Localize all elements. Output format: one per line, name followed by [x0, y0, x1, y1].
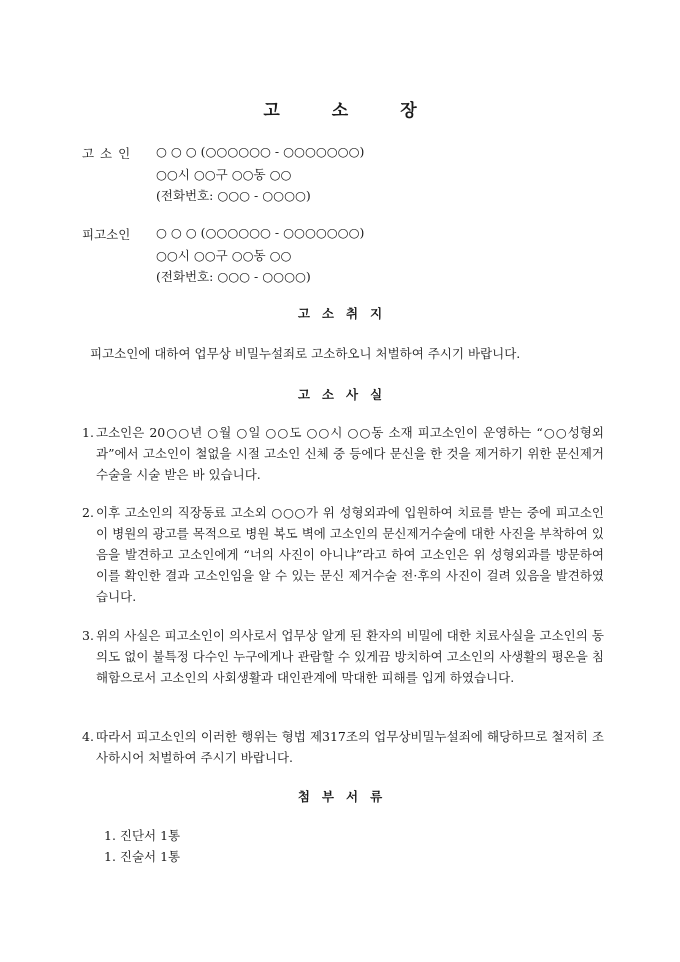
heading-char: 취 — [346, 306, 359, 321]
heading-char: 소 — [321, 306, 334, 321]
heading-char: 서 — [346, 789, 359, 804]
heading-char: 고 — [297, 387, 310, 402]
defendant-name-line: ○ ○ ○ (○○○○○○ - ○○○○○○○) — [156, 225, 365, 240]
fact-text: 이후 고소인의 직장동료 고소외 ○○○가 위 성형외과에 입원하여 치료를 받는 중에 피고소인이 병원의 광고를 목적으로 병원 복도 벽에 고소인의 문신제거수술에 대한 사진을 부착하여 있음을 발견하고 고소인에게 “너의 사진이 아니냐”라고 하여 고소인은 위 성형외과를 방문하여 이를 확인한 결과 고소인임을 알 수 있는 문신 제거수술 전·후의 사진이 걸려 있음을 발견하였습니다. — [96, 505, 604, 604]
facts-heading — [0, 385, 680, 403]
complainant-phone: (전화번호: ○○○ - ○○○○) — [156, 188, 311, 203]
purpose-text: 피고소인에 대하여 업무상 비밀누설죄로 고소하오니 처벌하여 주시기 바랍니다. — [90, 346, 521, 361]
attachment-item: 1. 진단서 1통 — [104, 828, 181, 843]
defendant-phone: (전화번호: ○○○ - ○○○○) — [156, 269, 311, 284]
fact-text: 고소인은 20○○년 ○월 ○일 ○○도 ○○시 ○○동 소재 피고소인이 운영하는 “○○성형외과”에서 고소인이 철없을 시절 고소인 신체 중 등에다 문신을 한 것을 제거하기 위한 문신제거수술을 시술 받은 바 있습니다. — [96, 425, 604, 482]
fact-item — [82, 625, 604, 688]
fact-number: 1. — [82, 425, 94, 440]
title-char: 소 — [331, 101, 349, 121]
fact-text: 위의 사실은 피고소인이 의사로서 업무상 알게 된 환자의 비밀에 대한 치료사실을 고소인의 동의도 없이 불특정 다수인 누구에게나 관람할 수 있게끔 방치하여 고소인의 사생활의 평온을 침해함으로서 고소인의 사회생활과 대인관계에 막대한 피해를 입게 하였습니다. — [96, 628, 604, 685]
complainant-label: 고 소 인 — [82, 146, 132, 161]
heading-char: 류 — [370, 789, 383, 804]
complainant-name-line: ○ ○ ○ (○○○○○○ - ○○○○○○○) — [156, 144, 365, 159]
fact-number: 4. — [82, 729, 94, 744]
heading-char: 지 — [370, 306, 383, 321]
fact-item — [82, 422, 604, 485]
purpose-heading — [0, 304, 680, 322]
fact-number: 3. — [82, 628, 94, 643]
fact-item — [82, 726, 604, 768]
fact-number: 2. — [82, 505, 94, 520]
defendant-address: ○○시 ○○구 ○○동 ○○ — [156, 248, 292, 263]
title-char: 고 — [263, 101, 280, 121]
heading-char: 부 — [321, 789, 334, 804]
attachment-item: 1. 진술서 1통 — [104, 849, 181, 864]
fact-item — [82, 502, 604, 607]
complainant-address: ○○시 ○○구 ○○동 ○○ — [156, 167, 292, 182]
heading-char: 사 — [346, 387, 359, 402]
heading-char: 소 — [321, 387, 334, 402]
fact-text: 따라서 피고소인의 이러한 행위는 형법 제317조의 업무상비밀누설죄에 해당하므로 철저히 조사하시어 처벌하여 주시기 바랍니다. — [96, 729, 604, 765]
attachments-heading — [0, 787, 680, 805]
heading-char: 실 — [370, 387, 383, 402]
title-char: 장 — [400, 101, 417, 121]
heading-char: 고 — [297, 306, 310, 321]
heading-char: 첨 — [297, 789, 310, 804]
document-title — [0, 96, 680, 121]
defendant-label: 피고소인 — [82, 227, 131, 242]
